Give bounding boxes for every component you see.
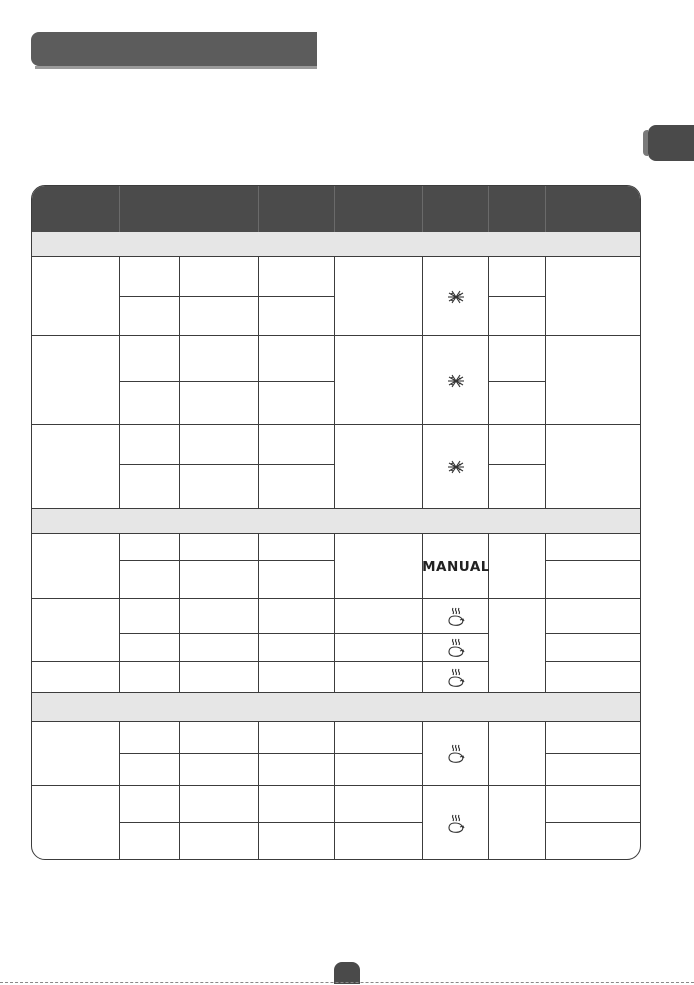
- food-cell: [32, 786, 120, 860]
- food-cell: [32, 722, 120, 786]
- quantity-cell: [120, 599, 180, 634]
- accessory-cell: [259, 534, 335, 561]
- header-cell-position: [335, 186, 423, 232]
- position-cell: [335, 754, 423, 786]
- quantity-detail-cell: [180, 662, 259, 693]
- temperature-cell: [489, 297, 546, 336]
- position-cell: [335, 634, 423, 662]
- page-number-tab: [334, 962, 360, 984]
- section-row-3: [32, 693, 641, 722]
- time-cell: [546, 662, 641, 693]
- chicken-roast-icon: [423, 722, 489, 786]
- position-cell: [335, 722, 423, 754]
- quantity-detail-cell: [180, 722, 259, 754]
- time-cell: [546, 561, 641, 599]
- time-cell: [546, 534, 641, 561]
- position-cell: [335, 336, 423, 425]
- chicken-roast-icon: [423, 662, 489, 693]
- manual-mode-label: [423, 534, 489, 599]
- temperature-cell: [489, 425, 546, 465]
- temperature-cell: [489, 722, 546, 786]
- header-cell-quantity: [120, 186, 259, 232]
- time-cell: [546, 786, 641, 823]
- time-cell: [546, 257, 641, 336]
- accessory-cell: [259, 425, 335, 465]
- temperature-cell: [489, 786, 546, 860]
- quantity-detail-cell: [180, 465, 259, 509]
- quantity-detail-cell: [180, 297, 259, 336]
- quantity-cell: [120, 722, 180, 754]
- chicken-roast-icon: [423, 599, 489, 634]
- temperature-cell: [489, 534, 546, 599]
- food-cell: [32, 599, 120, 662]
- quantity-cell: [120, 823, 180, 860]
- header-cell-food: [32, 186, 120, 232]
- section-row-2: [32, 509, 641, 534]
- accessory-cell: [259, 561, 335, 599]
- temperature-cell: [489, 465, 546, 509]
- quantity-cell: [120, 534, 180, 561]
- food-cell: [32, 425, 120, 509]
- accessory-cell: [259, 662, 335, 693]
- accessory-cell: [259, 257, 335, 297]
- quantity-cell: [120, 336, 180, 382]
- temperature-cell: [489, 599, 546, 693]
- quantity-cell: [120, 382, 180, 425]
- quantity-detail-cell: [180, 336, 259, 382]
- header-cell-temperature: [489, 186, 546, 232]
- time-cell: [546, 754, 641, 786]
- header-cell-mode: [423, 186, 489, 232]
- accessory-cell: [259, 599, 335, 634]
- time-cell: [546, 336, 641, 425]
- cooking-table: [31, 185, 641, 860]
- fan-grill-icon: [423, 257, 489, 336]
- time-cell: [546, 722, 641, 754]
- header-cell-accessory: [259, 186, 335, 232]
- time-cell: [546, 634, 641, 662]
- accessory-cell: [259, 336, 335, 382]
- food-cell: [32, 662, 120, 693]
- quantity-cell: [120, 561, 180, 599]
- quantity-detail-cell: [180, 786, 259, 823]
- section-row-1: [32, 232, 641, 257]
- food-cell: [32, 336, 120, 425]
- accessory-cell: [259, 786, 335, 823]
- quantity-detail-cell: [180, 823, 259, 860]
- quantity-detail-cell: [180, 561, 259, 599]
- time-cell: [546, 599, 641, 634]
- position-cell: [335, 599, 423, 634]
- language-side-tab: [648, 125, 694, 161]
- quantity-detail-cell: [180, 425, 259, 465]
- accessory-cell: [259, 382, 335, 425]
- quantity-cell: [120, 662, 180, 693]
- accessory-cell: [259, 754, 335, 786]
- quantity-detail-cell: [180, 599, 259, 634]
- time-cell: [546, 823, 641, 860]
- position-cell: [335, 662, 423, 693]
- position-cell: [335, 425, 423, 509]
- temperature-cell: [489, 257, 546, 297]
- position-cell: [335, 257, 423, 336]
- accessory-cell: [259, 297, 335, 336]
- food-cell: [32, 257, 120, 336]
- fan-grill-icon: [423, 425, 489, 509]
- position-cell: [335, 823, 423, 860]
- quantity-cell: [120, 754, 180, 786]
- quantity-cell: [120, 297, 180, 336]
- quantity-detail-cell: [180, 754, 259, 786]
- quantity-cell: [120, 257, 180, 297]
- temperature-cell: [489, 336, 546, 382]
- quantity-cell: [120, 425, 180, 465]
- quantity-detail-cell: [180, 382, 259, 425]
- quantity-cell: [120, 786, 180, 823]
- quantity-cell: [120, 634, 180, 662]
- temperature-cell: [489, 382, 546, 425]
- chicken-roast-icon: [423, 786, 489, 860]
- header-cell-time: [546, 186, 641, 232]
- position-cell: [335, 534, 423, 599]
- manual-label: MANUAL: [422, 558, 490, 575]
- quantity-detail-cell: [180, 534, 259, 561]
- accessory-cell: [259, 634, 335, 662]
- accessory-cell: [259, 465, 335, 509]
- food-cell: [32, 534, 120, 599]
- quantity-detail-cell: [180, 257, 259, 297]
- section-title-bar: [31, 32, 317, 66]
- quantity-detail-cell: [180, 634, 259, 662]
- time-cell: [546, 425, 641, 509]
- position-cell: [335, 786, 423, 823]
- accessory-cell: [259, 823, 335, 860]
- chicken-roast-icon: [423, 634, 489, 662]
- accessory-cell: [259, 722, 335, 754]
- fan-grill-icon: [423, 336, 489, 425]
- quantity-cell: [120, 465, 180, 509]
